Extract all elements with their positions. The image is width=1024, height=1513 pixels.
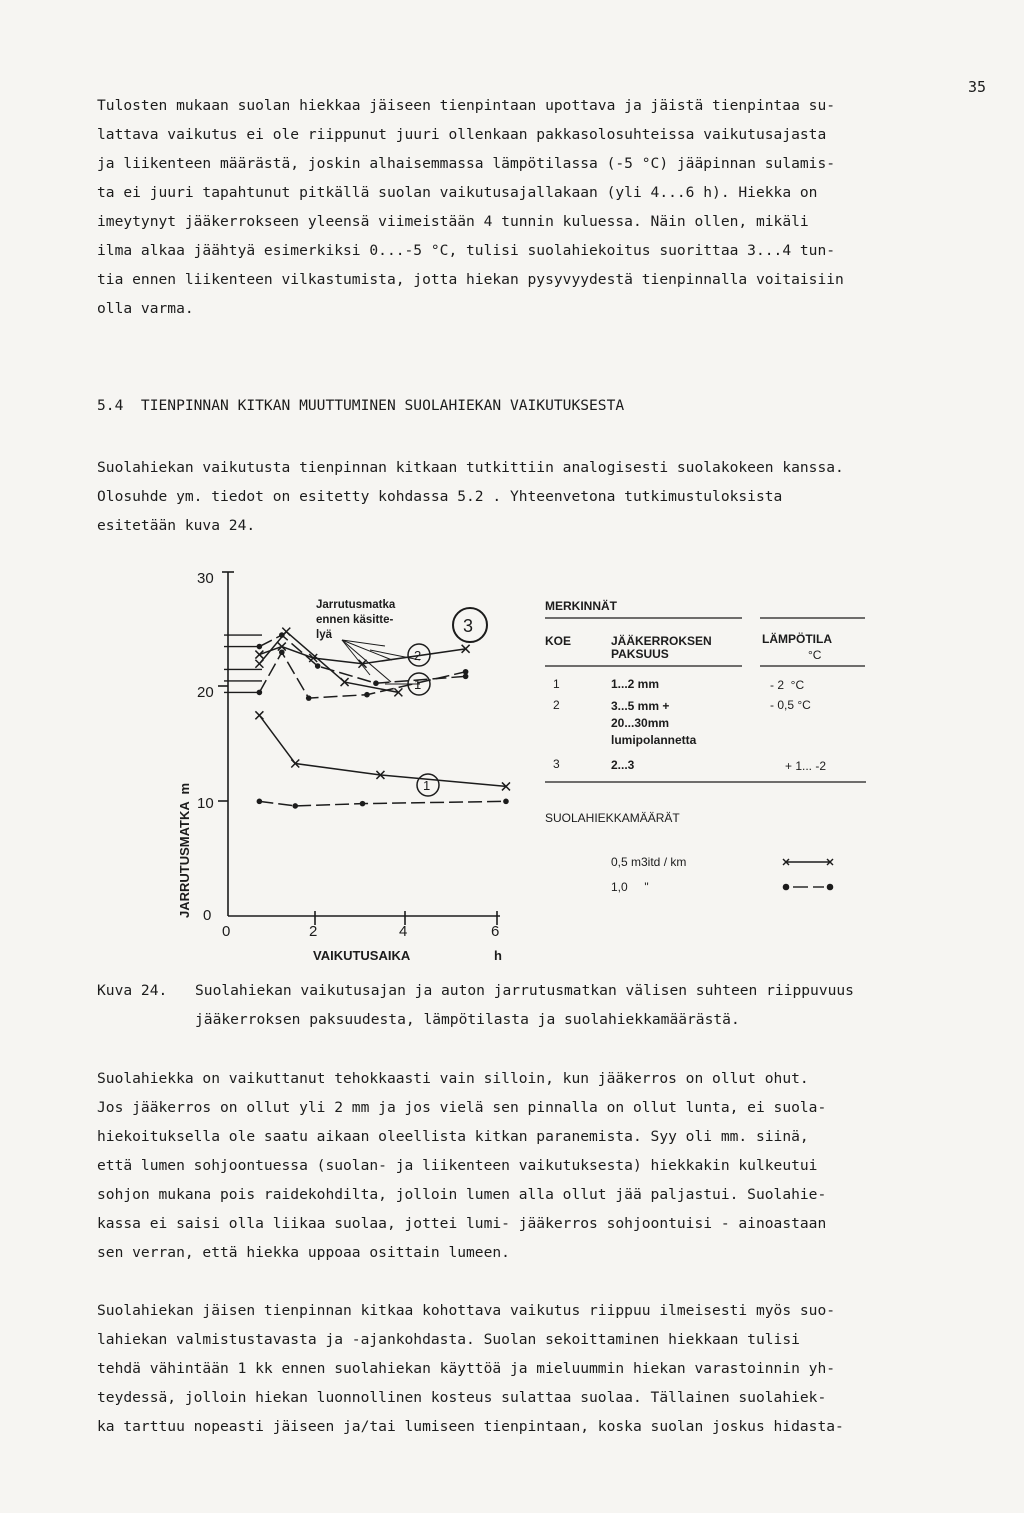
curve-label-text: 1 [423,778,431,793]
text-line: Tulosten mukaan suolan hiekkaa jäiseen tienpintaan upottava ja jäistä tienpintaa su- [97,97,836,114]
legend-header-thickness-2: PAKSUUS [611,647,669,661]
curve-label-text: 1 [414,677,422,692]
text-line: lattava vaikutus ei ole riippunut juuri ollenkaan pakkasolosuhteissa vaikutusajasta [97,126,827,143]
cross-marker [278,643,286,651]
text-line: kassa ei saisi olla liikaa suolaa, jottei lumi- jääkerros sohjoontuisi - ainoastaan [97,1215,827,1232]
chart-series [255,628,510,809]
series-1-cross [255,711,510,790]
text-line: Olosuhde ym. tiedot on esitetty kohdassa 5.2 . Yhteenvetona tutkimustuloksista [97,488,783,505]
text-line: ja liikenteen määrästä, joskin alhaisemmassa lämpötilassa (-5 °C) jääpinnan sulamis- [97,155,836,172]
dot-marker [257,644,263,650]
dot-marker [292,803,298,809]
x-tick-label: 2 [309,923,318,940]
text-line: tia ennen liikenteen vilkastumista, jotta hiekan pysyvyydestä tienpinnalla voitaisiin [97,271,844,288]
legend-title: MERKINNÄT [545,599,617,613]
legend-dot-marker [783,884,832,889]
legend-header-koe: KOE [545,634,572,648]
page-number: 35 [968,78,987,96]
legend-row-koe: 2 [553,698,560,712]
legend-header-thickness: JÄÄKERROKSEN [611,634,712,648]
legend-row-temperature: - 2 °C [770,678,805,692]
dot-marker [463,674,469,680]
text-line: tehdä vähintään 1 kk ennen suolahiekan käyttöä ja mieluummin hiekan varastoinnin yh- [97,1360,836,1377]
text-line: Suolahiekan vaikutusta tienpinnan kitkaan tutkittiin analogisesti suolakokeen kanssa. [97,459,844,476]
legend-row-koe: 1 [553,677,560,691]
section-heading: 5.4 TIENPINNAN KITKAN MUUTTUMINEN SUOLAHIEKAN VAIKUTUKSESTA [97,397,625,414]
paragraph-4 [97,1296,937,1441]
y-tick-label: 20 [197,684,214,701]
cross-marker [282,628,290,636]
series-line [259,647,465,664]
text-line: imeytynyt jääkerrokseen yleensä viimeistään 4 tunnin kuluessa. Näin ollen, mikäli [97,213,809,230]
dot-marker [257,799,263,805]
curve-label-1-lower [417,774,439,796]
legend-row-thickness: lumipolannetta [611,733,697,747]
series-2-dot [257,632,469,686]
dot-marker [315,663,321,669]
dot-marker [503,799,509,805]
curve-label-3 [453,608,487,642]
text-line: Suolahiekka on vaikuttanut tehokkaasti vain silloin, kun jääkerros on ollut ohut. [97,1070,809,1087]
x-unit-label: h [494,948,502,963]
dot-marker [279,649,285,655]
legend-amount-label: 1,0 " [611,880,649,894]
dot-marker [306,695,312,701]
legend-row-temperature: + 1... -2 [785,759,827,773]
text-line: ta ei juuri tapahtunut pitkällä suolan vaikutusajallakaan (yli 4...6 h). Hiekka on [97,184,818,201]
y-axis-label: JARRUTUSMATKA m [177,782,192,918]
curve-label-text: 3 [463,616,474,636]
text-line: sen verran, että hiekka uppoaa osittain lumeen. [97,1244,510,1261]
text-line: ilma alkaa jäähtyä esimerkiksi 0...-5 °C, tulisi suolahiekoitus suorittaa 3...4 tun- [97,242,836,259]
series-line [259,715,506,786]
legend-amount-title: SUOLAHIEKKAMÄÄRÄT [545,811,680,825]
legend-row-temperature: - 0,5 °C [770,698,811,712]
y-tick-label: 0 [203,907,212,924]
legend-row-thickness: 3...5 mm + [611,699,670,713]
y-tick-label: 30 [197,570,214,587]
before-treatment-lines [224,635,262,692]
dot-marker [360,801,366,807]
figure-caption [195,976,955,1034]
text-line: lahiekan valmistustavasta ja -ajankohdasta. Suolan sekoittaminen hiekkaan tulisi [97,1331,800,1348]
text-line: teydessä, jolloin hiekan luonnollinen kosteus sulattaa suolaa. Tällainen suolahiek- [97,1389,827,1406]
text-line: Suolahiekan jäisen tienpinnan kitkaa kohottava vaikutus riippuu ilmeisesti myös suo- [97,1302,836,1319]
annotation-line: lyä [316,629,332,641]
legend-amount-label: 0,5 m3itd / km [611,855,687,869]
legend-row-koe: 3 [553,757,560,771]
curve-label-text: 2 [414,648,422,663]
cross-marker [255,711,263,719]
legend-header-temperature: LÄMPÖTILA [762,632,832,646]
text-line: Jos jääkerros on ollut yli 2 mm ja jos vielä sen pinnalla on ollut lunta, ei suola- [97,1099,827,1116]
cross-marker [255,660,263,668]
series-1-dot [257,799,509,809]
x-tick-label: 4 [399,923,408,940]
dot-marker [257,690,263,696]
text-line: ka tarttuu nopeasti jäiseen ja/tai lumiseen tienpintaan, koska suolan joskus hidasta- [97,1418,844,1435]
legend [545,598,866,894]
figure-caption-label: Kuva 24. [97,982,168,999]
cross-marker [255,651,263,659]
text-line: esitetään kuva 24. [97,517,256,534]
legend-row-thickness: 20...30mm [611,716,670,730]
text-line: että lumen sohjoontuessa (suolan- ja liikenteen vaikutuksesta) hiekkakin kulkeutui [97,1157,818,1174]
paragraph-3 [97,1064,937,1267]
y-tick-label: 10 [197,795,214,812]
caption-line: Suolahiekan vaikutusajan ja auton jarrutusmatkan välisen suhteen riippuvuus [195,982,854,999]
dot-marker [373,680,379,686]
text-line: olla varma. [97,300,194,317]
legend-row-thickness: 1...2 mm [611,677,660,691]
dot-marker [364,692,370,698]
x-tick-label: 0 [222,923,231,940]
caption-line: jääkerroksen paksuudesta, lämpötilasta ja suolahiekkamäärästä. [195,1011,740,1028]
series-line [259,652,465,698]
text-line: sohjon mukana pois raidekohdilta, jolloin lumen alla ollut jää paljastui. Suolahie- [97,1186,827,1203]
legend-row-thickness: 2...3 [611,758,635,772]
legend-cross-marker [783,859,833,865]
series-2-cross [255,643,469,668]
annotation-line: Jarrutusmatka [316,599,396,611]
x-axis-label: VAIKUTUSAIKA [313,948,411,963]
x-tick-label: 6 [491,923,500,940]
series-line [259,635,465,683]
text-line: hiekoituksella ole saatu aikaan oleellista kitkan paranemista. Syy oli mm. siinä, [97,1128,809,1145]
legend-header-unit: °C [808,648,822,662]
annotation-line: ennen käsitte- [316,614,394,626]
